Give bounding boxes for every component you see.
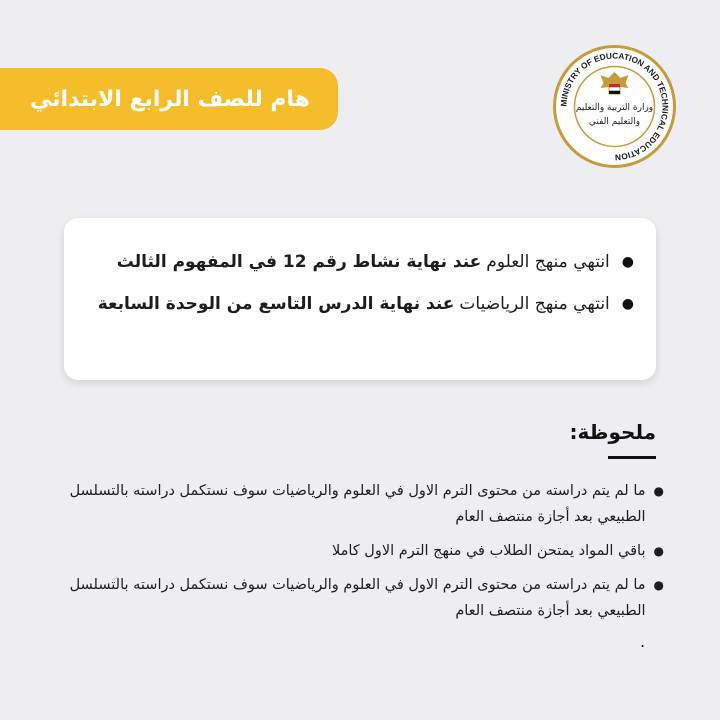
card-item-bold: عند نهاية نشاط رقم 12 في المفهوم الثالث bbox=[116, 252, 482, 272]
note-item-text: ما لم يتم دراسته من محتوى الترم الاول في العلوم والرياضيات سوف نستكمل دراسته بالتسلسل الطبيعي بعد أجازة منتصف العام bbox=[69, 483, 646, 525]
logo-arabic-line2: والتعليم الفني bbox=[588, 117, 641, 127]
card-item-normal: انتهي منهج العلوم bbox=[486, 252, 610, 272]
list-item bbox=[64, 478, 664, 530]
card-item-bold: عند نهاية الدرس التاسع من الوحدة السابعة bbox=[97, 294, 455, 314]
list-item bbox=[64, 572, 664, 624]
ministry-logo bbox=[552, 44, 677, 169]
list-item bbox=[64, 538, 664, 564]
logo-ring-text: MINISTRY OF EDUCATION AND TECHNICAL EDUCATION bbox=[558, 50, 671, 163]
note-item-text: باقي المواد يمتحن الطلاب في منهج الترم الاول كاملا bbox=[331, 543, 646, 559]
curriculum-card bbox=[64, 218, 656, 380]
title-banner bbox=[0, 68, 338, 130]
note-title: ملحوظة: bbox=[569, 420, 656, 444]
bullet-icon: ● bbox=[653, 544, 664, 558]
card-item-science bbox=[86, 252, 634, 272]
note-list bbox=[64, 478, 664, 632]
bullet-icon: ● bbox=[653, 484, 664, 498]
card-item-math bbox=[86, 294, 634, 314]
logo-arabic-line1: وزارة التربية والتعليم bbox=[575, 103, 654, 113]
bullet-icon: ● bbox=[653, 578, 664, 592]
card-item-normal: انتهي منهج الرياضيات bbox=[459, 294, 610, 314]
note-item-text: ما لم يتم دراسته من محتوى الترم الاول في العلوم والرياضيات سوف نستكمل دراسته بالتسلسل الطبيعي بعد أجازة منتصف العام bbox=[69, 577, 646, 619]
note-underline bbox=[608, 456, 656, 459]
bullet-icon: ● bbox=[621, 254, 634, 270]
bullet-icon: ● bbox=[621, 296, 634, 312]
trailing-dot: . bbox=[640, 632, 646, 651]
banner-title: هام للصف الرابع الابتدائي bbox=[30, 86, 310, 112]
